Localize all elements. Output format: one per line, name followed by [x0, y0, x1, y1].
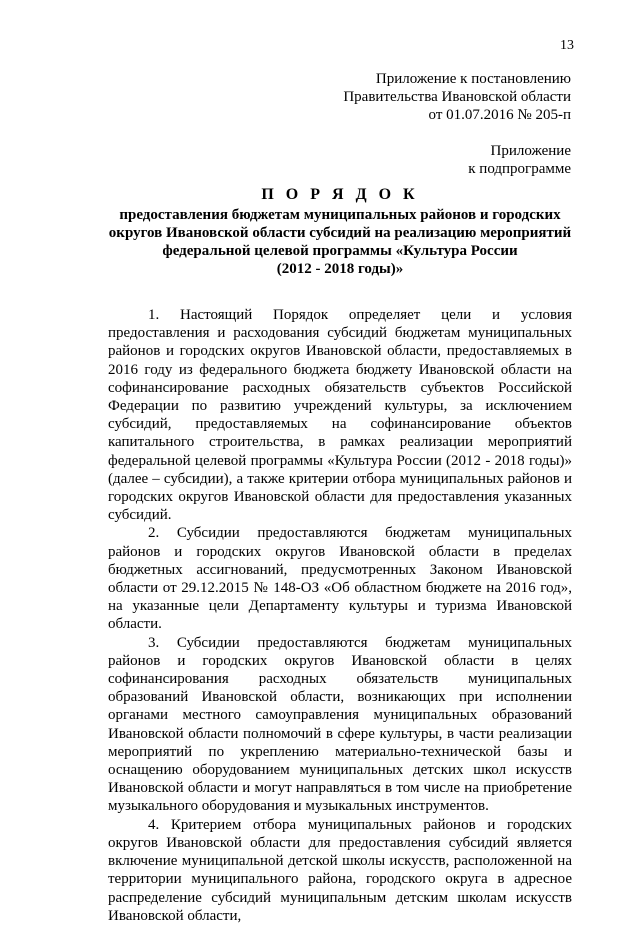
appendix-header	[343, 70, 571, 124]
appendix-subheader-line1: Приложение	[490, 143, 571, 159]
paragraph-2: 2. Субсидии предоставляются бюджетам муниципальных районов и городских округов Ивановской области в пределах бюджетных ассигнований, предусмотренных Законом Ивановской области от 29.12.2015 № 148-ОЗ «Об областном бюджете на 2016 год», на указанные цели Департаменту культуры и туризма Ивановской области.	[108, 525, 572, 633]
appendix-header-line1: Приложение к постановлению	[375, 71, 571, 87]
title-line4: (2012 - 2018 годы)»	[276, 261, 404, 277]
title-line1: предоставления бюджетам муниципальных районов и городских	[119, 207, 561, 223]
appendix-header-line3: от 01.07.2016 № 205-п	[428, 107, 571, 123]
appendix-header-line2: Правительства Ивановской области	[343, 89, 571, 105]
paragraph-1: 1. Настоящий Порядок определяет цели и условия предоставления и расходования субсидий бюджетам муниципальных районов и городских округов Ивановской области, предоставляемых в 2016 году из федерального бюджета бюджету Ивановской области на софинансирование расходных обязательств субъектов Российской Федерации по развитию учреждений культуры, за исключением субсидий, предоставляемых на софинансирование объектов капитального строительства, в рамках реализации мероприятий федеральной целевой программы «Культура России (2012 - 2018 годы)» (далее – субсидии), а также критерии отбора муниципальных районов и городских округов Ивановской области для предоставления указанных субсидий.	[108, 307, 572, 524]
paragraph-3: 3. Субсидии предоставляются бюджетам муниципальных районов и городских округов Ивановской области в целях софинансирования расходных обязательств муниципальных образований Ивановской области, возникающих при исполнении органами местного самоуправления муниципальных образований Ивановской области полномочий в сфере культуры, в части реализации мероприятий по укреплению материально-технической базы и оснащению оборудованием муниципальных детских школ искусств Ивановской области и могут направляться в том числе на приобретение музыкального оборудования и музыкальных инструментов.	[108, 634, 572, 815]
title-line2: округов Ивановской области субсидий на реализацию мероприятий	[108, 225, 572, 241]
title-line3: федеральной целевой программы «Культура России	[162, 243, 518, 259]
paragraph-4: 4. Критерием отбора муниципальных районов и городских округов Ивановской области для предоставления субсидий является включение муниципальной детской школы искусств, расположенной на территории муниципального района, городского округа в адресное распределение субсидий муниципальным детским школам искусств Ивановской области,	[108, 816, 572, 924]
page-number: 13	[560, 38, 574, 53]
document-title	[108, 186, 572, 278]
document-body	[108, 306, 572, 925]
title-heading: П О Р Я Д О К	[261, 186, 419, 203]
appendix-subheader	[468, 142, 571, 178]
appendix-subheader-line2: к подпрограмме	[468, 161, 571, 177]
